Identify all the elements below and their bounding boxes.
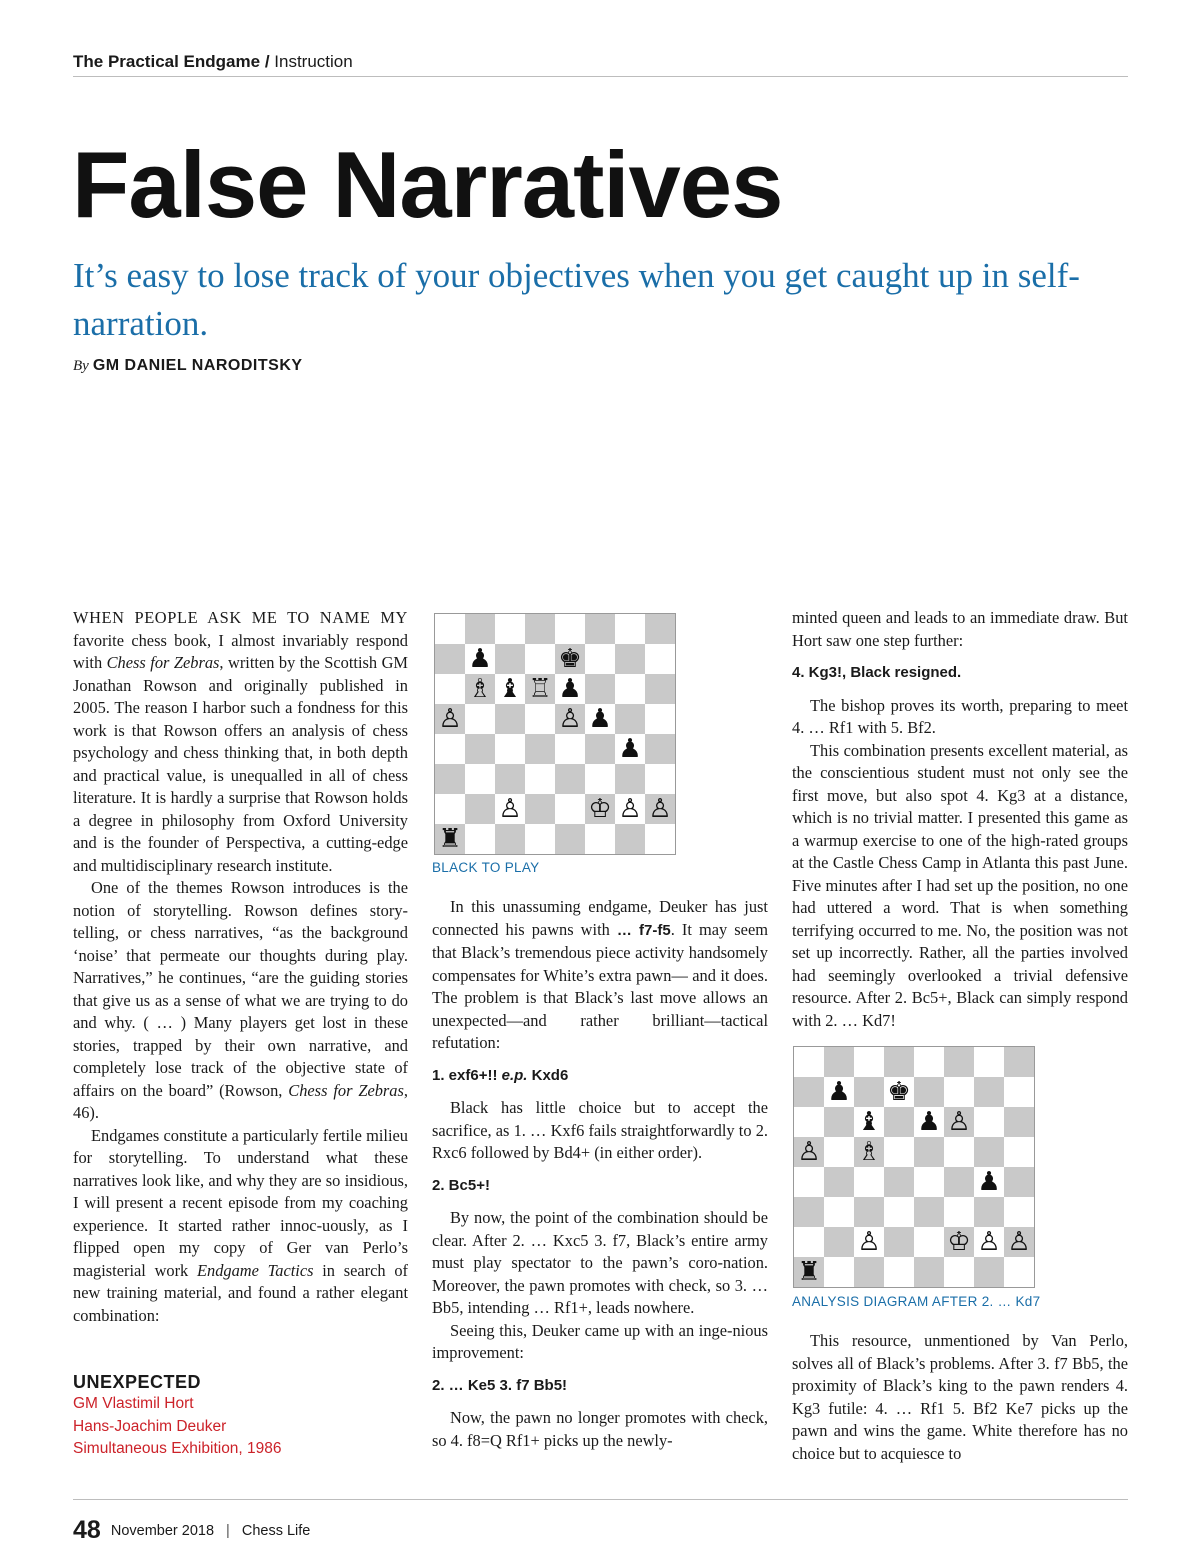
paragraph: The bishop proves its worth, preparing to meet 4. … Rf1 with 5. Bf2. xyxy=(792,695,1128,737)
chess-square xyxy=(824,1137,854,1167)
chess-piece-square: ♟︎ xyxy=(824,1077,854,1107)
move-line: 2. … Ke5 3. f7 Bb5! xyxy=(432,1376,568,1394)
chess-square xyxy=(435,674,465,704)
chess-square xyxy=(615,644,645,674)
game-black-player: Hans-Joachim Deuker xyxy=(73,1417,227,1435)
chess-square xyxy=(525,824,555,854)
game-heading: UNEXPECTED xyxy=(73,1372,202,1392)
chess-piece-square: ♟︎ xyxy=(465,644,495,674)
chess-piece-square: ♟︎ xyxy=(555,674,585,704)
chess-square xyxy=(884,1197,914,1227)
chess-square xyxy=(525,734,555,764)
magazine-name: Chess Life xyxy=(241,1523,311,1539)
book-title: Chess for Zebras xyxy=(106,653,220,672)
chess-square xyxy=(944,1137,974,1167)
chess-piece-square: ♚︎ xyxy=(555,644,585,674)
chess-square xyxy=(435,734,465,764)
chess-square xyxy=(884,1167,914,1197)
chess-square xyxy=(914,1227,944,1257)
chess-square xyxy=(944,1047,974,1077)
chess-square xyxy=(914,1137,944,1167)
paragraph: This resource, unmentioned by Van Perlo, solves all of Black’s problems. After 3. f7 Bb5, the proximity of Black’s king to the pawn renders 4. Kg3 futile: 4. … Rf1 5. Bf2 Ke7 picks up the pawn and wins the game. White therefore has no choice but to acquiesce to xyxy=(792,1331,1128,1463)
chess-square xyxy=(854,1197,884,1227)
chess-square xyxy=(974,1077,1004,1107)
text: in search of new training material, and found a rather elegant combination: xyxy=(73,1260,408,1325)
byline-author: GM DANIEL NARODITSKY xyxy=(92,357,303,374)
game-info xyxy=(73,1372,408,1461)
header-category: Instruction xyxy=(274,52,353,71)
chess-square xyxy=(974,1047,1004,1077)
paragraph: By now, the point of the combination should be clear. After 2. … Kxc5 3. f7, Black’s entire army must play spectator to the pawn’s coro-nation. Moreover, the pawn promotes with check, so 3. … Bb5, intending … Rf1+, leads nowhere. xyxy=(432,1208,768,1317)
chess-square xyxy=(465,764,495,794)
chess-piece-square: ♙︎ xyxy=(944,1107,974,1137)
chess-square xyxy=(585,764,615,794)
paragraph: minted queen and leads to an immediate draw. But Hort saw one step further: xyxy=(792,608,1128,650)
inline-move: … f7-f5 xyxy=(616,921,671,939)
footer-rule xyxy=(73,1499,1128,1500)
paragraph xyxy=(73,607,408,877)
chess-square xyxy=(944,1077,974,1107)
chess-square xyxy=(824,1167,854,1197)
book-title: Endgame Tactics xyxy=(197,1260,314,1280)
chess-square xyxy=(794,1077,824,1107)
chess-square xyxy=(645,734,675,764)
running-header xyxy=(73,52,1128,72)
chess-square xyxy=(525,794,555,824)
move-text: 1. exf6+!! xyxy=(432,1066,502,1084)
chess-square xyxy=(884,1047,914,1077)
chess-piece-square: ♜︎ xyxy=(794,1257,824,1287)
chess-square xyxy=(1004,1257,1034,1287)
chess-square xyxy=(615,704,645,734)
chess-square xyxy=(1004,1137,1034,1167)
paragraph: Black has little choice but to accept the sacrifice, as 1. … Kxf6 fails straightforwardly to 2. Rxc6 followed by Bd4+ (in either order). xyxy=(432,1098,768,1162)
move-line: 4. Kg3!, Black resigned. xyxy=(792,664,962,681)
chess-square xyxy=(525,644,555,674)
chess-piece-square: ♜︎ xyxy=(435,824,465,854)
text: , 46). xyxy=(73,1080,408,1122)
chess-piece-square: ♔︎ xyxy=(944,1227,974,1257)
chess-square xyxy=(465,704,495,734)
chess-piece-square: ♗︎ xyxy=(465,674,495,704)
chess-piece-square: ♙︎ xyxy=(555,704,585,734)
chess-square xyxy=(884,1137,914,1167)
chess-square xyxy=(645,674,675,704)
chess-piece-square: ♙︎ xyxy=(974,1227,1004,1257)
chess-piece-square: ♙︎ xyxy=(794,1137,824,1167)
chess-square xyxy=(794,1107,824,1137)
chess-square xyxy=(465,824,495,854)
chess-square xyxy=(854,1077,884,1107)
chess-square xyxy=(585,734,615,764)
paragraph: Seeing this, Deuker came up with an inge-nious improvement: xyxy=(432,1320,768,1362)
chess-square xyxy=(585,674,615,704)
chess-piece-square: ♝︎ xyxy=(495,674,525,704)
chess-square xyxy=(465,794,495,824)
chess-square xyxy=(465,734,495,764)
chess-square xyxy=(495,824,525,854)
chess-piece-square: ♝︎ xyxy=(854,1107,884,1137)
chess-square xyxy=(944,1257,974,1287)
header-rule xyxy=(73,76,1128,77)
issue-date: November 2018 xyxy=(110,1523,215,1539)
paragraph xyxy=(73,1125,408,1328)
chess-square xyxy=(525,704,555,734)
chess-square xyxy=(854,1167,884,1197)
chess-square xyxy=(944,1167,974,1197)
chess-square xyxy=(884,1107,914,1137)
chess-square xyxy=(495,734,525,764)
diagram-1-caption: BLACK TO PLAY xyxy=(432,860,540,875)
chess-square xyxy=(435,614,465,644)
chess-square xyxy=(824,1197,854,1227)
chess-square xyxy=(1004,1107,1034,1137)
paragraph xyxy=(73,877,408,1125)
chess-square xyxy=(914,1257,944,1287)
chess-square xyxy=(794,1167,824,1197)
byline-by: By xyxy=(73,358,89,374)
chess-piece-square: ♚︎ xyxy=(884,1077,914,1107)
paragraph xyxy=(432,896,768,1055)
page-number: 48 xyxy=(73,1516,101,1544)
chess-diagram-1 xyxy=(434,613,676,855)
move-text: Kxd6 xyxy=(527,1066,569,1084)
column-2 xyxy=(432,896,768,1452)
lead-in: WHEN PEOPLE ASK ME TO NAME MY xyxy=(73,608,408,627)
chess-square xyxy=(615,764,645,794)
chess-square xyxy=(794,1227,824,1257)
chess-square xyxy=(854,1047,884,1077)
chess-square xyxy=(495,644,525,674)
chess-square xyxy=(555,764,585,794)
chess-square xyxy=(854,1257,884,1287)
chess-square xyxy=(1004,1197,1034,1227)
chess-piece-square: ♟︎ xyxy=(585,704,615,734)
chess-square xyxy=(645,764,675,794)
text: . It may seem that Black’s tremendous piece activity handsomely compensates for White’s extra pawn— and it does. The problem is that Black’s last move allows an unexpected—and rather brilliant—tactical refutation: xyxy=(432,919,768,1052)
text: , written by the Scottish GM Jonathan Rowson and originally published in 2005. The reason I harbor such a fondness for this work is that Rowson offers an analysis of chess psychology and chess thinking that, in both depth and practical value, is unequalled in all of chess literature. It is hardly a surprise that Rowson holds a degree in philosophy from Oxford University and is the founder of Perspectiva, a cutting-edge and multidisciplinary research institute. xyxy=(73,653,408,875)
chess-square xyxy=(1004,1047,1034,1077)
paragraph: Now, the pawn no longer promotes with check, so 4. f8=Q Rf1+ picks up the newly- xyxy=(432,1408,768,1450)
chess-square xyxy=(645,644,675,674)
move-line: 2. Bc5+! xyxy=(432,1176,490,1194)
chess-piece-square: ♟︎ xyxy=(615,734,645,764)
chess-square xyxy=(495,764,525,794)
chess-square xyxy=(944,1197,974,1227)
chess-piece-square: ♙︎ xyxy=(495,794,525,824)
chess-square xyxy=(555,614,585,644)
chess-square xyxy=(645,704,675,734)
move-line xyxy=(432,1065,768,1088)
book-title: Chess for Zebras xyxy=(288,1080,404,1100)
chess-square xyxy=(914,1167,944,1197)
chess-square xyxy=(555,794,585,824)
chess-square xyxy=(435,794,465,824)
page-footer xyxy=(73,1516,310,1545)
chess-square xyxy=(615,824,645,854)
text: favorite chess book, I almost invariably respond with xyxy=(73,630,408,672)
footer-separator: | xyxy=(226,1523,230,1539)
chess-square xyxy=(495,704,525,734)
chess-square xyxy=(914,1047,944,1077)
chess-square xyxy=(585,824,615,854)
chess-piece-square: ♟︎ xyxy=(914,1107,944,1137)
chess-square xyxy=(645,824,675,854)
paragraph: This combination presents excellent material, as the conscientious student must not only see the first move, but also spot 4. Kg3 at a distance, which is no trivial matter. I presented this game as a warmup exercise to one of the high-rated groups at the Castle Chess Camp in Atlanta this past June. Five minutes after I had set up the position, no one had uttered a word. That is when something terrifying occurred to me. No, the position was not set up incorrectly. Rather, all the parties involved had seemingly overlooked a trivial defensive resource. After 2. Bc5+, Black can simply respond with 2. … Kd7! xyxy=(792,740,1128,1030)
chess-square xyxy=(585,644,615,674)
chess-square xyxy=(794,1197,824,1227)
chess-square xyxy=(1004,1167,1034,1197)
chess-piece-square: ♙︎ xyxy=(615,794,645,824)
chess-piece-square: ♙︎ xyxy=(854,1227,884,1257)
chess-square xyxy=(974,1137,1004,1167)
chess-square xyxy=(884,1227,914,1257)
chess-square xyxy=(585,614,615,644)
move-annotation: e.p. xyxy=(501,1066,528,1084)
chess-diagram-2 xyxy=(793,1046,1035,1288)
chess-square xyxy=(974,1257,1004,1287)
chess-square xyxy=(555,824,585,854)
chess-square xyxy=(495,614,525,644)
chess-square xyxy=(555,734,585,764)
game-white-player: GM Vlastimil Hort xyxy=(73,1395,194,1412)
chess-square xyxy=(1004,1077,1034,1107)
text: In this unassuming endgame, Deuker has just connected his pawns with xyxy=(432,897,768,939)
chess-square xyxy=(974,1197,1004,1227)
header-section: The Practical Endgame xyxy=(73,52,261,71)
text: One of the themes Rowson introduces is the notion of storytelling. Rowson defines story-telling, or chess narratives, “as the background ‘noise’ that permeate our thoughts during play. Narratives,” he continues, “are the guiding stories that give us as a sense of what we are trying to do and why. ( … ) Many players get lost in these stories, trapped by their own narrative, and completely lose track of the objective state of affairs on the board” (Rowson, xyxy=(73,878,408,1100)
chess-square xyxy=(645,614,675,644)
chess-square xyxy=(435,644,465,674)
chess-square xyxy=(615,674,645,704)
byline xyxy=(73,357,303,375)
text: Endgames constitute a particularly fertile milieu for storytelling. To understand what these narratives look like, and why they are so insidious, I will present a recent episode from my coaching experience. It started rather innoc-uously, as I flipped open my copy of Ger van Perlo’s magisterial work xyxy=(73,1125,408,1280)
chess-piece-square: ♗︎ xyxy=(854,1137,884,1167)
chess-square xyxy=(974,1107,1004,1137)
chess-piece-square: ♖︎ xyxy=(525,674,555,704)
chess-square xyxy=(615,614,645,644)
game-event: Simultaneous Exhibition, 1986 xyxy=(73,1440,282,1457)
header-divider: / xyxy=(264,52,270,71)
chess-piece-square: ♔︎ xyxy=(585,794,615,824)
chess-square xyxy=(465,614,495,644)
chess-square xyxy=(435,764,465,794)
chess-square xyxy=(525,764,555,794)
article-title: False Narratives xyxy=(72,132,783,237)
chess-square xyxy=(794,1047,824,1077)
chess-square xyxy=(824,1227,854,1257)
column-3-continued xyxy=(792,1330,1128,1465)
diagram-2-caption: ANALYSIS DIAGRAM AFTER 2. … Kd7 xyxy=(792,1294,1041,1309)
chess-square xyxy=(914,1197,944,1227)
chess-square xyxy=(884,1257,914,1287)
chess-square xyxy=(824,1257,854,1287)
chess-square xyxy=(525,614,555,644)
chess-square xyxy=(914,1077,944,1107)
chess-piece-square: ♙︎ xyxy=(645,794,675,824)
chess-square xyxy=(824,1047,854,1077)
chess-piece-square: ♟︎ xyxy=(974,1167,1004,1197)
chess-piece-square: ♙︎ xyxy=(1004,1227,1034,1257)
chess-piece-square: ♙︎ xyxy=(435,704,465,734)
chess-square xyxy=(824,1107,854,1137)
article-subtitle: It’s easy to lose track of your objectives when you get caught up in self-narration. xyxy=(73,256,1080,343)
column-3 xyxy=(792,607,1128,1032)
column-1 xyxy=(73,607,408,1327)
